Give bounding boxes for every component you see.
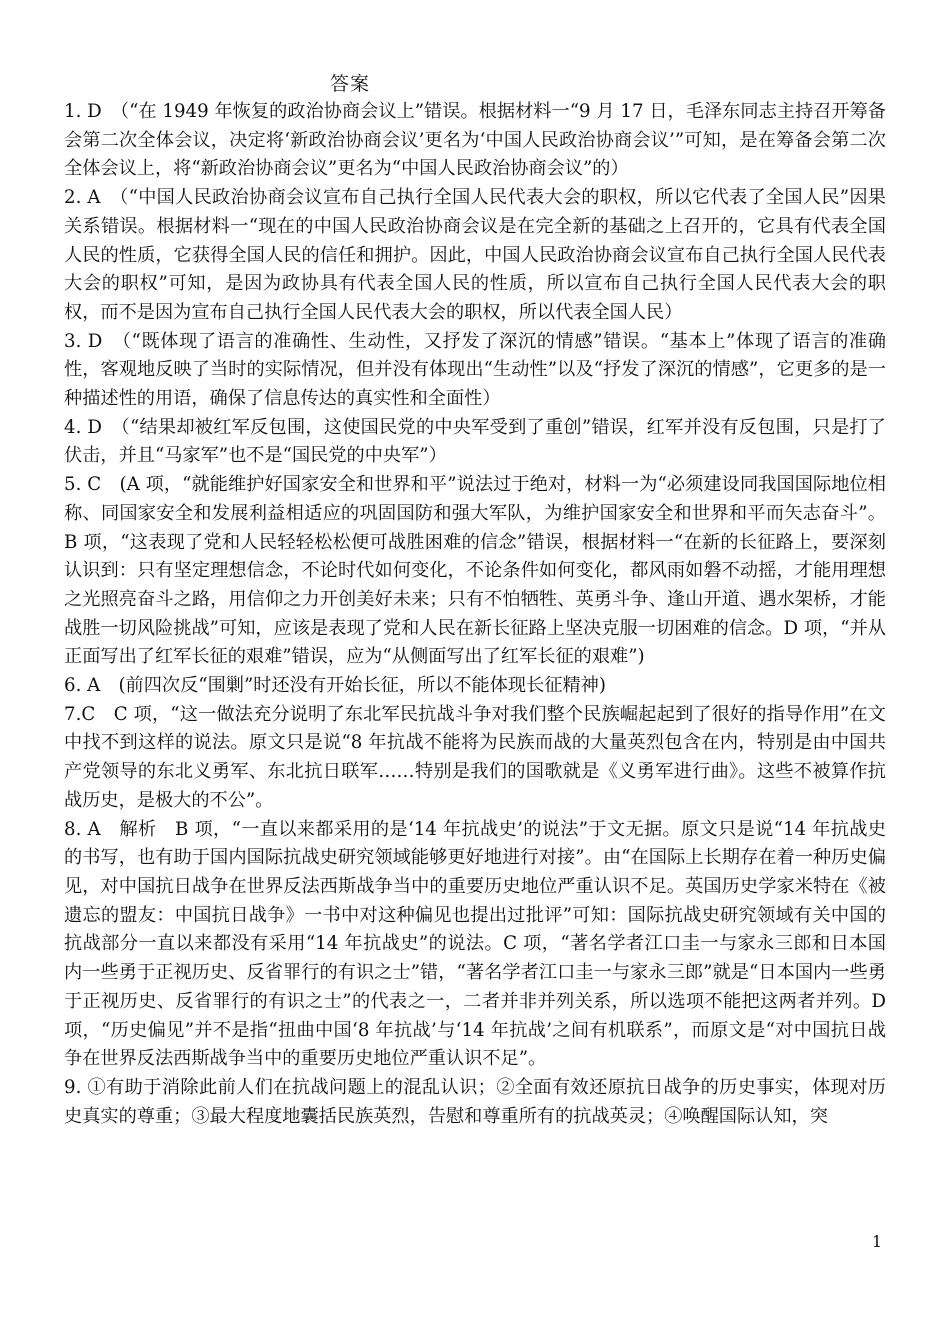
page-title: 答案 [330,73,371,95]
answer-item-3: 3. D （“既体现了语言的准确性、生动性，又抒发了深沉的情感”错误。“基本上”体现了语言的准确性，客观地反映了当时的实际情况，但并没有体现出“生动性”以及“抒发了深沉的情感”，它更多的是一种描述性的用语，确保了信息传达的真实性和全面性） [64,330,886,410]
answer-item-1: 1. D （“在 1949 年恢复的政治协商会议上”错误。根据材料一“9 月 17 日，毛泽东同志主持召开筹备会第二次全体会议，决定将‘新政治协商会议’更名为‘中国人民政治协商会议’”可知，是在筹备会第二次全体会议上，将“新政治协商会议”更名为“中国人民政治协商会议”的） [64,101,886,180]
answer-item-2: 2. A （“中国人民政治协商会议宣布自己执行全国人民代表大会的职权，所以它代表了全国人民”因果关系错误。根据材料一“现在的中国人民政治协商会议是在完全新的基础之上召开的，它具有代表全国人民的性质，它获得全国人民的信任和拥护。因此，中国人民政治协商会议宣布自己执行全国人民代表大会的职权”可知，是因为政协具有代表全国人民的性质，所以宣布自己执行全国人民代表大会的职权，而不是因为宣布自己执行全国人民代表大会的职权，所以代表全国人民） [64,187,886,323]
answer-item-5: 5. C (A 项，“就能维护好国家安全和世界和平”说法过于绝对，材料一为“必须建设同我国国际地位相称、同国家安全和发展利益相适应的巩固国防和强大军队，为维护国家安全和世界和平而矢志奋斗”。B 项，“这表现了党和人民轻轻松松便可战胜困难的信念”错误，根据材料一“在新的长征路上，要深刻认识到：只有坚定理想信念，不论时代如何变化，不论条件如何变化，都风雨如磐不动摇，才能用理想之光照亮奋斗之路，用信仰之力开创美好未来；只有不怕牺牲、英勇斗争、逢山开道、遇水架桥，才能战胜一切风险挑战”可知，应该是表现了党和人民在新长征路上坚决克服一切困难的信念。D 项，“并从正面写出了红军长征的艰难”错误，应为“从侧面写出了红军长征的艰难”) [64,474,886,668]
page-number: 1 [871,1232,882,1251]
answer-item-4: 4. D （“结果却被红军反包围，这使国民党的中央军受到了重创”错误，红军并没有反包围，只是打了伏击，并且“马家军”也不是“国民党的中央军”） [64,416,886,467]
answer-item-8: 8. A 解析 B 项，“一直以来都采用的是‘14 年抗战史’的说法”于文无据。原文只是说“14 年抗战史的书写，也有助于国内国际抗战史研究领域能够更好地进行对接”。由“在国际上长期存在着一种历史偏见，对中国抗日战争在世界反法西斯战争当中的重要历史地位严重认识不足。英国历史学家米特在《被遗忘的盟友：中国抗日战争》一书中对这种偏见也提出过批评”可知：国际抗战史研究领域有关中国的抗战部分一直以来都没有采用“14 年抗战史”的说法。C 项，“著名学者江口圭一与家永三郎和日本国内一些勇于正视历史、反省罪行的有识之士”错，“著名学者江口圭一与家永三郎”就是“日本国内一些勇于正视历史、反省罪行的有识之士”的代表之一，二者并非并列关系，所以选项不能把这两者并列。D 项，“历史偏见”并不是指“扭曲中国‘8 年抗战’与‘14 年抗战’之间有机联系”，而原文是“对中国抗日战争在世界反法西斯战争当中的重要历史地位严重认识不足”。 [64,818,886,1070]
answer-content [64,98,886,1131]
answer-item-9: 9. ①有助于消除此前人们在抗战问题上的混乱认识；②全面有效还原抗日战争的历史事实，体现对历史真实的尊重；③最大程度地囊括民族英烈，告慰和尊重所有的抗战英灵；④唤醒国际认知，突 [64,1076,886,1127]
answer-item-6: 6. A (前四次反“围剿”时还没有开始长征，所以不能体现长征精神) [64,675,606,697]
answer-item-7: 7.C C 项，“这一做法充分说明了东北军民抗战斗争对我们整个民族崛起起到了很好的指导作用”在文中找不到这样的说法。原文只是说“8 年抗战不能将为民族而战的大量英烈包含在内，特别是由中国共产党领导的东北义勇军、东北抗日联军……特别是我们的国歌就是《义勇军进行曲》。这些不被算作抗战历史，是极大的不公”。 [64,703,886,811]
